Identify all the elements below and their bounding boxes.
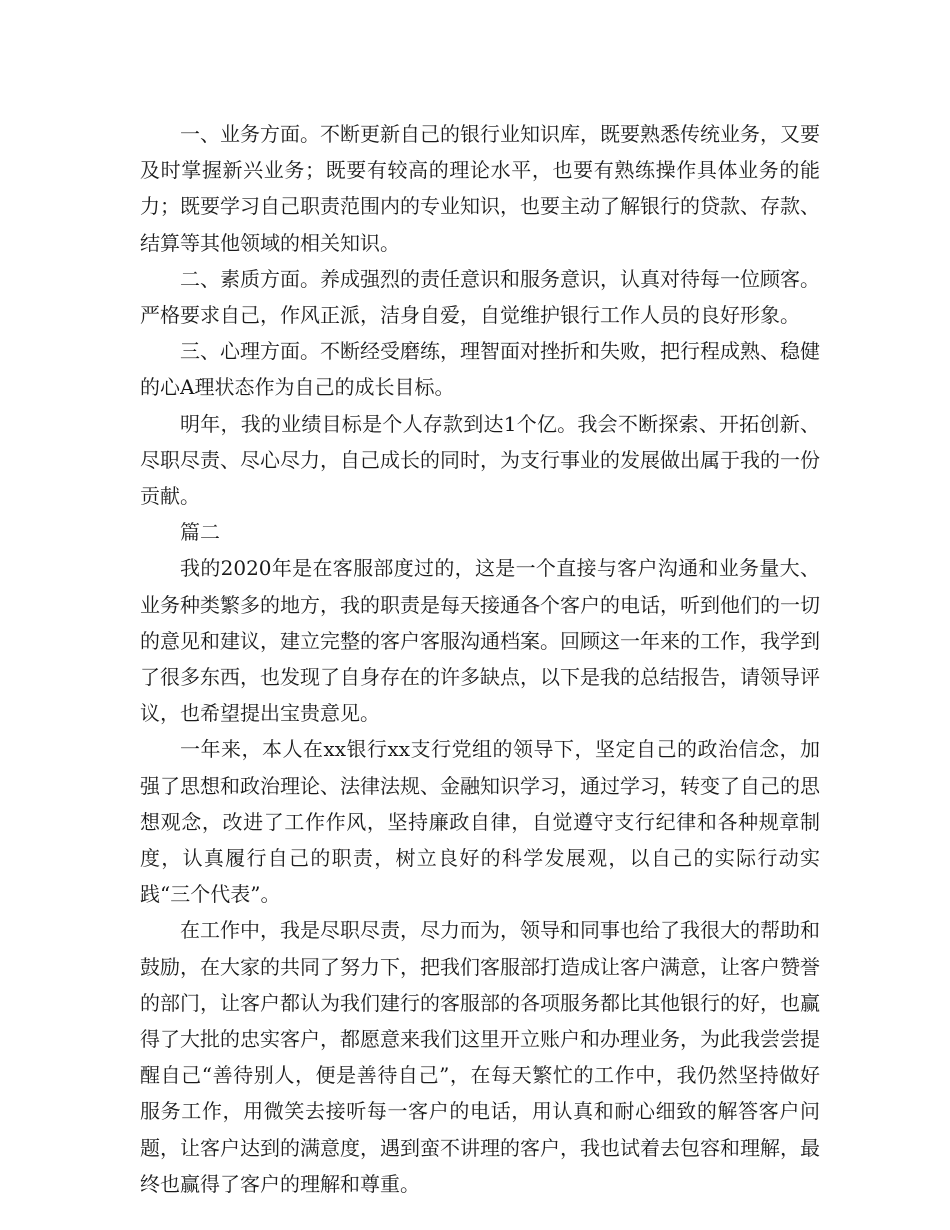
paragraph-next-year-goal: 明年，我的业绩目标是个人存款到达1个亿。我会不断探索、开拓创新、尽职尽责、尽心尽力，自己成长的同时，为支行事业的发展做出属于我的一份贡献。 [140, 411, 820, 509]
paragraph-business: 一、业务方面。不断更新自己的银行业知识库，既要熟悉传统业务，又要及时掌握新兴业务；既要有较高的理论水平，也要有熟练操作具体业务的能力；既要学习自己职责范围内的专业知识，也要主动了解银行的贷款、存款、结算等其他领域的相关知识。 [140, 122, 820, 255]
paragraph-psychology: 三、心理方面。不断经受磨练，理智面对挫折和失败，把行程成熟、稳健的心A理状态作为自己的成长目标。 [140, 339, 820, 400]
section-heading-part-two: 篇二 [180, 520, 220, 545]
paragraph-customer-service-intro: 我的2020年是在客服部度过的，这是一个直接与客户沟通和业务量大、业务种类繁多的地方，我的职责是每天接通各个客户的电话，听到他们的一切的意见和建议，建立完整的客户客服沟通档案。回顾这一年来的工作，我学到了很多东西，也发现了自身存在的许多缺点，以下是我的总结报告，请领导评议，也希望提出宝贵意见。 [140, 556, 820, 726]
paragraph-work-conduct: 在工作中，我是尽职尽责，尽力而为，领导和同事也给了我很大的帮助和鼓励，在大家的共同了努力下，把我们客服部打造成让客户满意，让客户赞誉的部门，让客户都认为我们建行的客服部的各项服务都比其他银行的好，也赢得了大批的忠实客户，都愿意来我们这里开立账户和办理业务，为此我尝尝提醒自己“善待别人，便是善待自己”，在每天繁忙的工作中，我仍然坚持做好服务工作，用微笑去接听每一客户的电话，用认真和耐心细致的解答客户问题，让客户达到的满意度，遇到蛮不讲理的客户，我也试着去包容和理解，最终也赢得了客户的理解和尊重。 [140, 918, 820, 1196]
paragraph-political-study: 一年来，本人在xx银行xx支行党组的领导下，坚定自己的政治信念，加强了思想和政治理论、法律法规、金融知识学习，通过学习，转变了自己的思想观念，改进了工作作风，坚持廉政自律，自觉遵守支行纪律和各种规章制度，认真履行自己的职责，树立良好的科学发展观，以自己的实际行动实践“三个代表”。 [140, 737, 820, 907]
paragraph-quality: 二、素质方面。养成强烈的责任意识和服务意识，认真对待每一位顾客。严格要求自己，作风正派，洁身自爱，自觉维护银行工作人员的良好形象。 [140, 266, 820, 328]
document-body [140, 116, 820, 1202]
